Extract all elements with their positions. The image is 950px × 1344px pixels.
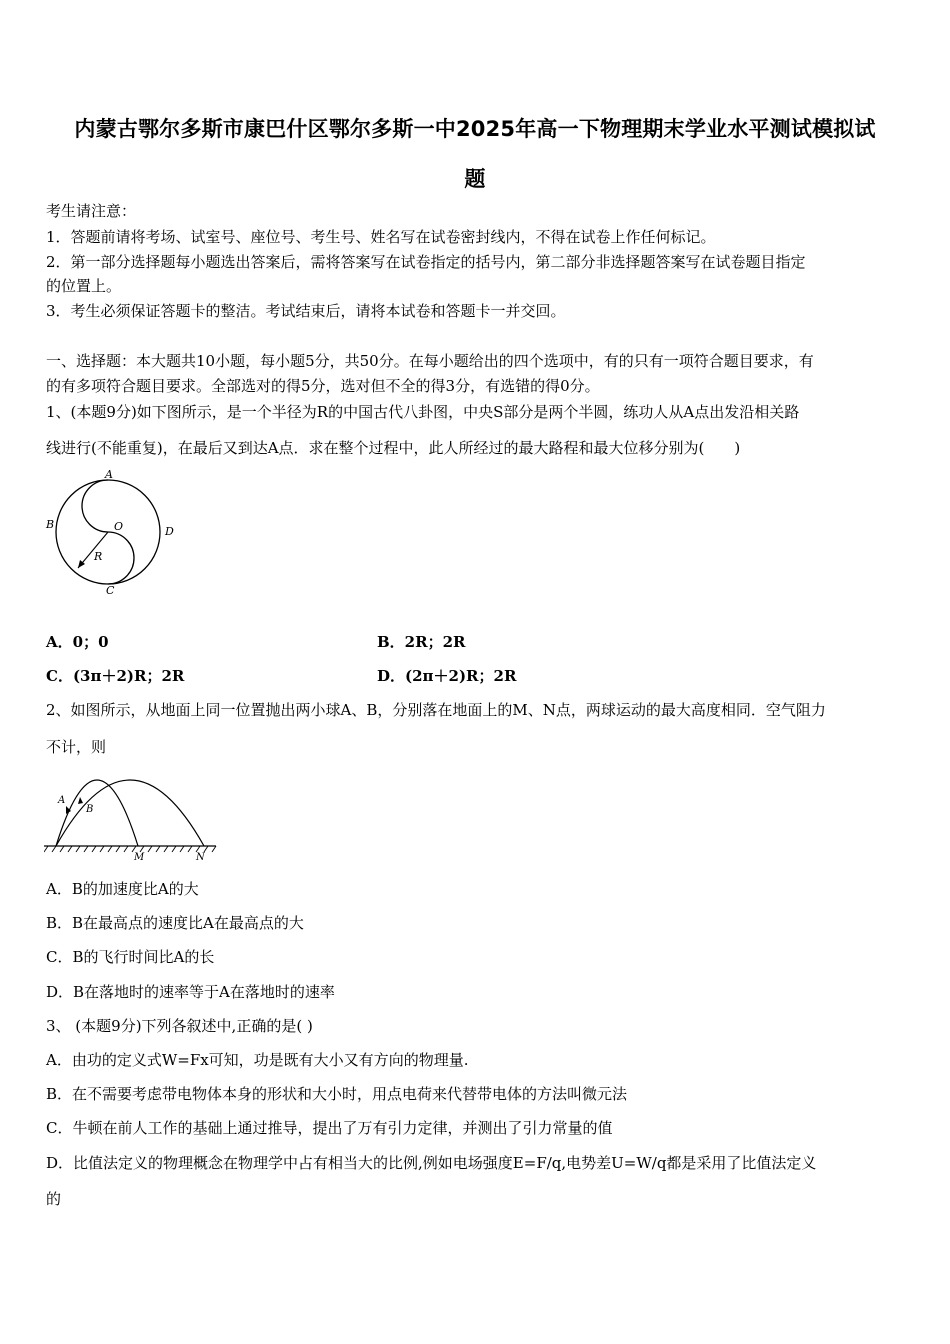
section1-instructions-line2: 的有多项符合题目要求。全部选对的得5分，选对但不全的得3分，有选错的得0分。 xyxy=(46,377,600,395)
q1-label-d: D xyxy=(165,525,174,538)
q2-option-c: C．B的飞行时间比A的长 xyxy=(46,948,215,966)
q2-projectile-figure xyxy=(44,776,219,866)
notice-item-1: 1．答题前请将考场、试室号、座位号、考生号、姓名写在试卷密封线内，不得在试卷上作任何标记。 xyxy=(46,228,716,246)
q1-label-c: C xyxy=(106,584,115,597)
q1-option-a: A．0；0 xyxy=(46,633,109,651)
q1-option-c: C．(3π＋2)R；2R xyxy=(46,667,185,685)
q1-bagua-figure xyxy=(44,468,179,598)
exam-title-line1: 内蒙古鄂尔多斯市康巴什区鄂尔多斯一中2025年高一下物理期末学业水平测试模拟试 xyxy=(74,117,876,141)
q3-option-a: A．由功的定义式W=Fx可知，功是既有大小又有方向的物理量. xyxy=(46,1051,469,1069)
q2-label-n: N xyxy=(196,852,205,863)
notice-item-3: 3．考生必须保证答题卡的整洁。考试结束后，请将本试卷和答题卡一并交回。 xyxy=(46,302,566,320)
section1-instructions-line1: 一、选择题：本大题共10小题，每小题5分，共50分。在每小题给出的四个选项中，有的只有一项符合题目要求，有 xyxy=(46,352,814,370)
q2-stem-line1: 2、如图所示，从地面上同一位置抛出两小球A、B，分别落在地面上的M、N点，两球运动的最大高度相同．空气阻力 xyxy=(46,701,826,719)
notice-item-2-cont: 的位置上。 xyxy=(46,277,122,295)
q1-stem-line2: 线进行(不能重复)，在最后又到达A点．求在整个过程中，此人所经过的最大路程和最大位移分别为( ) xyxy=(46,439,741,457)
q1-option-b: B．2R；2R xyxy=(377,633,466,651)
q3-option-c: C．牛顿在前人工作的基础上通过推导，提出了万有引力定律，并测出了引力常量的值 xyxy=(46,1119,613,1137)
q2-option-b: B．B在最高点的速度比A在最高点的大 xyxy=(46,914,304,932)
q2-option-d: D．B在落地时的速率等于A在落地时的速率 xyxy=(46,983,335,1001)
q1-label-r: R xyxy=(94,550,103,563)
q1-label-b: B xyxy=(46,518,55,531)
q1-label-a: A xyxy=(105,468,113,481)
q3-option-b: B．在不需要考虑带电物体本身的形状和大小时，用点电荷来代替带电体的方法叫微元法 xyxy=(46,1085,628,1103)
q3-option-d-cont: 的 xyxy=(46,1190,62,1208)
q1-label-o: O xyxy=(114,520,124,533)
q1-stem-line1: 1、(本题9分)如下图所示，是一个半径为R的中国古代八卦图，中央S部分是两个半圆，练功人从A点出发沿相关路 xyxy=(46,403,800,421)
q2-option-a: A．B的加速度比A的大 xyxy=(46,880,199,898)
q2-label-m: M xyxy=(134,852,145,863)
q3-option-d: D．比值法定义的物理概念在物理学中占有相当大的比例,例如电场强度E=F/q,电势差U=W/q都是采用了比值法定义 xyxy=(46,1154,817,1172)
q1-option-d: D．(2π＋2)R；2R xyxy=(377,667,517,685)
q2-label-b: B xyxy=(86,804,94,815)
q2-label-a: A xyxy=(58,795,66,806)
q3-stem: 3、 (本题9分)下列各叙述中,正确的是( ) xyxy=(46,1017,313,1035)
notice-item-2: 2．第一部分选择题每小题选出答案后，需将答案写在试卷指定的括号内，第二部分非选择题答案写在试卷题目指定 xyxy=(46,253,806,271)
q2-stem-line2: 不计，则 xyxy=(46,738,107,756)
exam-title-line2: 题 xyxy=(464,167,486,191)
notice-heading: 考生请注意： xyxy=(46,202,137,220)
